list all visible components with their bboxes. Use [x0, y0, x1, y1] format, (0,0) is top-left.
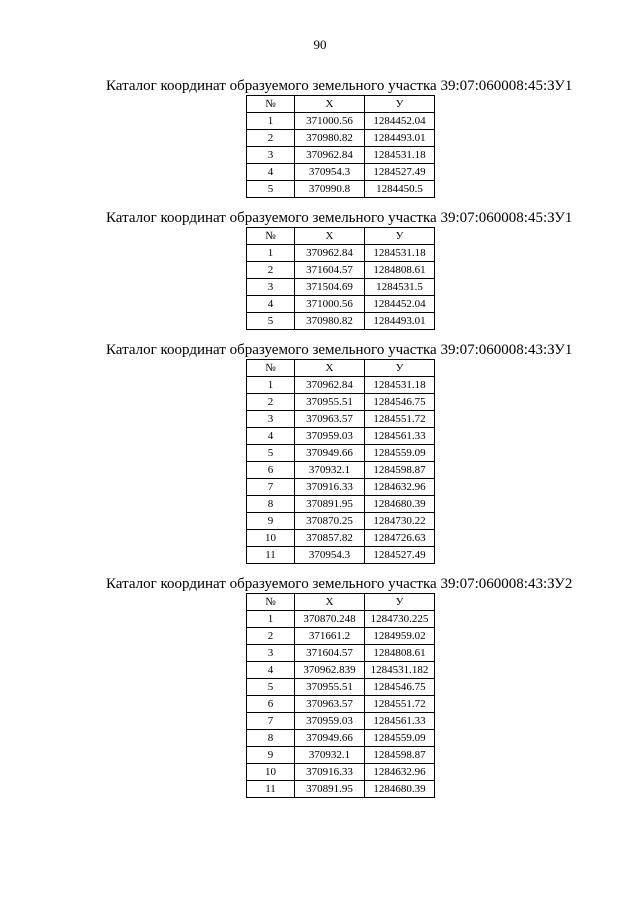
table-row — [247, 394, 435, 411]
coord-y: 1284808.61 — [365, 262, 435, 279]
table-row — [247, 296, 435, 313]
table-header-row — [247, 594, 435, 611]
section-title: Каталог координат образуемого земельного участка 39:07:060008:45:ЗУ1 — [106, 210, 573, 226]
coord-x: 370990.8 — [295, 181, 365, 198]
coord-x: 370962.84 — [295, 245, 365, 262]
point-number: 7 — [247, 479, 295, 496]
point-number: 7 — [247, 713, 295, 730]
coord-y: 1284546.75 — [365, 679, 435, 696]
point-number: 4 — [247, 164, 295, 181]
coord-x: 370949.66 — [295, 445, 365, 462]
coord-x: 370891.95 — [295, 496, 365, 513]
header-y: У — [365, 360, 435, 377]
coord-y: 1284546.75 — [365, 394, 435, 411]
coord-y: 1284493.01 — [365, 130, 435, 147]
point-number: 3 — [247, 645, 295, 662]
coord-x: 370916.33 — [295, 764, 365, 781]
coord-y: 1284493.01 — [365, 313, 435, 330]
table-row — [247, 313, 435, 330]
point-number: 2 — [247, 628, 295, 645]
table-row — [247, 147, 435, 164]
point-number: 8 — [247, 730, 295, 747]
coord-x: 371504.69 — [295, 279, 365, 296]
table-row — [247, 530, 435, 547]
coord-y: 1284959.02 — [365, 628, 435, 645]
coord-x: 370870.25 — [295, 513, 365, 530]
coord-y: 1284730.225 — [365, 611, 435, 628]
coord-y: 1284450.5 — [365, 181, 435, 198]
coord-x: 370932.1 — [295, 747, 365, 764]
table-body — [247, 113, 435, 198]
point-number: 1 — [247, 245, 295, 262]
coord-x: 371661.2 — [295, 628, 365, 645]
header-y: У — [365, 96, 435, 113]
coord-x: 371000.56 — [295, 296, 365, 313]
coord-y: 1284452.04 — [365, 296, 435, 313]
point-number: 10 — [247, 764, 295, 781]
point-number: 5 — [247, 181, 295, 198]
coord-x: 371604.57 — [295, 645, 365, 662]
table-header-row — [247, 96, 435, 113]
coord-x: 370954.3 — [295, 547, 365, 564]
table-row — [247, 279, 435, 296]
table-row — [247, 181, 435, 198]
table-row — [247, 164, 435, 181]
coord-x: 370980.82 — [295, 130, 365, 147]
point-number: 5 — [247, 679, 295, 696]
header-number: № — [247, 360, 295, 377]
coord-y: 1284559.09 — [365, 730, 435, 747]
table-row — [247, 262, 435, 279]
coord-y: 1284551.72 — [365, 411, 435, 428]
coord-y: 1284726.63 — [365, 530, 435, 547]
table-row — [247, 764, 435, 781]
point-number: 4 — [247, 428, 295, 445]
table-row — [247, 696, 435, 713]
coord-x: 370959.03 — [295, 428, 365, 445]
header-y: У — [365, 594, 435, 611]
point-number: 1 — [247, 611, 295, 628]
table-row — [247, 377, 435, 394]
table-header-row — [247, 360, 435, 377]
table-row — [247, 130, 435, 147]
coord-x: 370932.1 — [295, 462, 365, 479]
point-number: 2 — [247, 130, 295, 147]
coord-x: 371604.57 — [295, 262, 365, 279]
table-row — [247, 713, 435, 730]
coord-y: 1284559.09 — [365, 445, 435, 462]
coordinates-table — [246, 95, 435, 198]
coordinates-table — [246, 227, 435, 330]
table-row — [247, 245, 435, 262]
coord-y: 1284527.49 — [365, 164, 435, 181]
table-row — [247, 781, 435, 798]
coord-y: 1284561.33 — [365, 713, 435, 730]
table-row — [247, 547, 435, 564]
header-x: Х — [295, 360, 365, 377]
section-title: Каталог координат образуемого земельного участка 39:07:060008:43:ЗУ1 — [106, 342, 573, 358]
point-number: 3 — [247, 147, 295, 164]
table-row — [247, 611, 435, 628]
coord-x: 370963.57 — [295, 411, 365, 428]
section-title: Каталог координат образуемого земельного участка 39:07:060008:43:ЗУ2 — [106, 576, 573, 592]
point-number: 5 — [247, 313, 295, 330]
coord-y: 1284680.39 — [365, 496, 435, 513]
section-title: Каталог координат образуемого земельного участка 39:07:060008:45:ЗУ1 — [106, 78, 573, 94]
table-row — [247, 428, 435, 445]
coord-y: 1284531.182 — [365, 662, 435, 679]
coord-y: 1284531.18 — [365, 245, 435, 262]
coord-y: 1284632.96 — [365, 764, 435, 781]
coord-x: 370949.66 — [295, 730, 365, 747]
table-row — [247, 679, 435, 696]
coord-x: 371000.56 — [295, 113, 365, 130]
header-x: Х — [295, 594, 365, 611]
coord-y: 1284730.22 — [365, 513, 435, 530]
table-row — [247, 730, 435, 747]
header-number: № — [247, 594, 295, 611]
table-row — [247, 445, 435, 462]
coord-y: 1284531.18 — [365, 147, 435, 164]
page-number: 90 — [313, 37, 327, 52]
coord-y: 1284452.04 — [365, 113, 435, 130]
header-number: № — [247, 228, 295, 245]
header-y: У — [365, 228, 435, 245]
coord-y: 1284632.96 — [365, 479, 435, 496]
point-number: 2 — [247, 262, 295, 279]
coord-x: 370870.248 — [295, 611, 365, 628]
point-number: 4 — [247, 296, 295, 313]
point-number: 3 — [247, 411, 295, 428]
table-body — [247, 245, 435, 330]
header-x: Х — [295, 228, 365, 245]
table-row — [247, 113, 435, 130]
coord-x: 370980.82 — [295, 313, 365, 330]
header-number: № — [247, 96, 295, 113]
point-number: 10 — [247, 530, 295, 547]
coord-y: 1284680.39 — [365, 781, 435, 798]
table-row — [247, 662, 435, 679]
table-row — [247, 645, 435, 662]
coord-x: 370962.84 — [295, 377, 365, 394]
coord-y: 1284551.72 — [365, 696, 435, 713]
coord-y: 1284527.49 — [365, 547, 435, 564]
coord-y: 1284808.61 — [365, 645, 435, 662]
point-number: 4 — [247, 662, 295, 679]
coord-x: 370955.51 — [295, 394, 365, 411]
table-row — [247, 462, 435, 479]
point-number: 1 — [247, 377, 295, 394]
coord-y: 1284531.18 — [365, 377, 435, 394]
table-body — [247, 611, 435, 798]
coord-x: 370857.82 — [295, 530, 365, 547]
point-number: 6 — [247, 462, 295, 479]
table-row — [247, 513, 435, 530]
coord-y: 1284561.33 — [365, 428, 435, 445]
coord-x: 370959.03 — [295, 713, 365, 730]
point-number: 9 — [247, 513, 295, 530]
table-row — [247, 628, 435, 645]
table-row — [247, 411, 435, 428]
point-number: 5 — [247, 445, 295, 462]
point-number: 6 — [247, 696, 295, 713]
table-row — [247, 496, 435, 513]
coord-x: 370954.3 — [295, 164, 365, 181]
coord-x: 370962.84 — [295, 147, 365, 164]
coord-x: 370962.839 — [295, 662, 365, 679]
coord-x: 370955.51 — [295, 679, 365, 696]
point-number: 9 — [247, 747, 295, 764]
coordinates-table — [246, 359, 435, 564]
coord-x: 370916.33 — [295, 479, 365, 496]
point-number: 11 — [247, 547, 295, 564]
point-number: 2 — [247, 394, 295, 411]
coord-x: 370963.57 — [295, 696, 365, 713]
coord-y: 1284531.5 — [365, 279, 435, 296]
coordinates-table — [246, 593, 435, 798]
header-x: Х — [295, 96, 365, 113]
point-number: 8 — [247, 496, 295, 513]
table-header-row — [247, 228, 435, 245]
coord-x: 370891.95 — [295, 781, 365, 798]
point-number: 1 — [247, 113, 295, 130]
table-row — [247, 747, 435, 764]
coord-y: 1284598.87 — [365, 747, 435, 764]
point-number: 3 — [247, 279, 295, 296]
table-body — [247, 377, 435, 564]
table-row — [247, 479, 435, 496]
coord-y: 1284598.87 — [365, 462, 435, 479]
point-number: 11 — [247, 781, 295, 798]
